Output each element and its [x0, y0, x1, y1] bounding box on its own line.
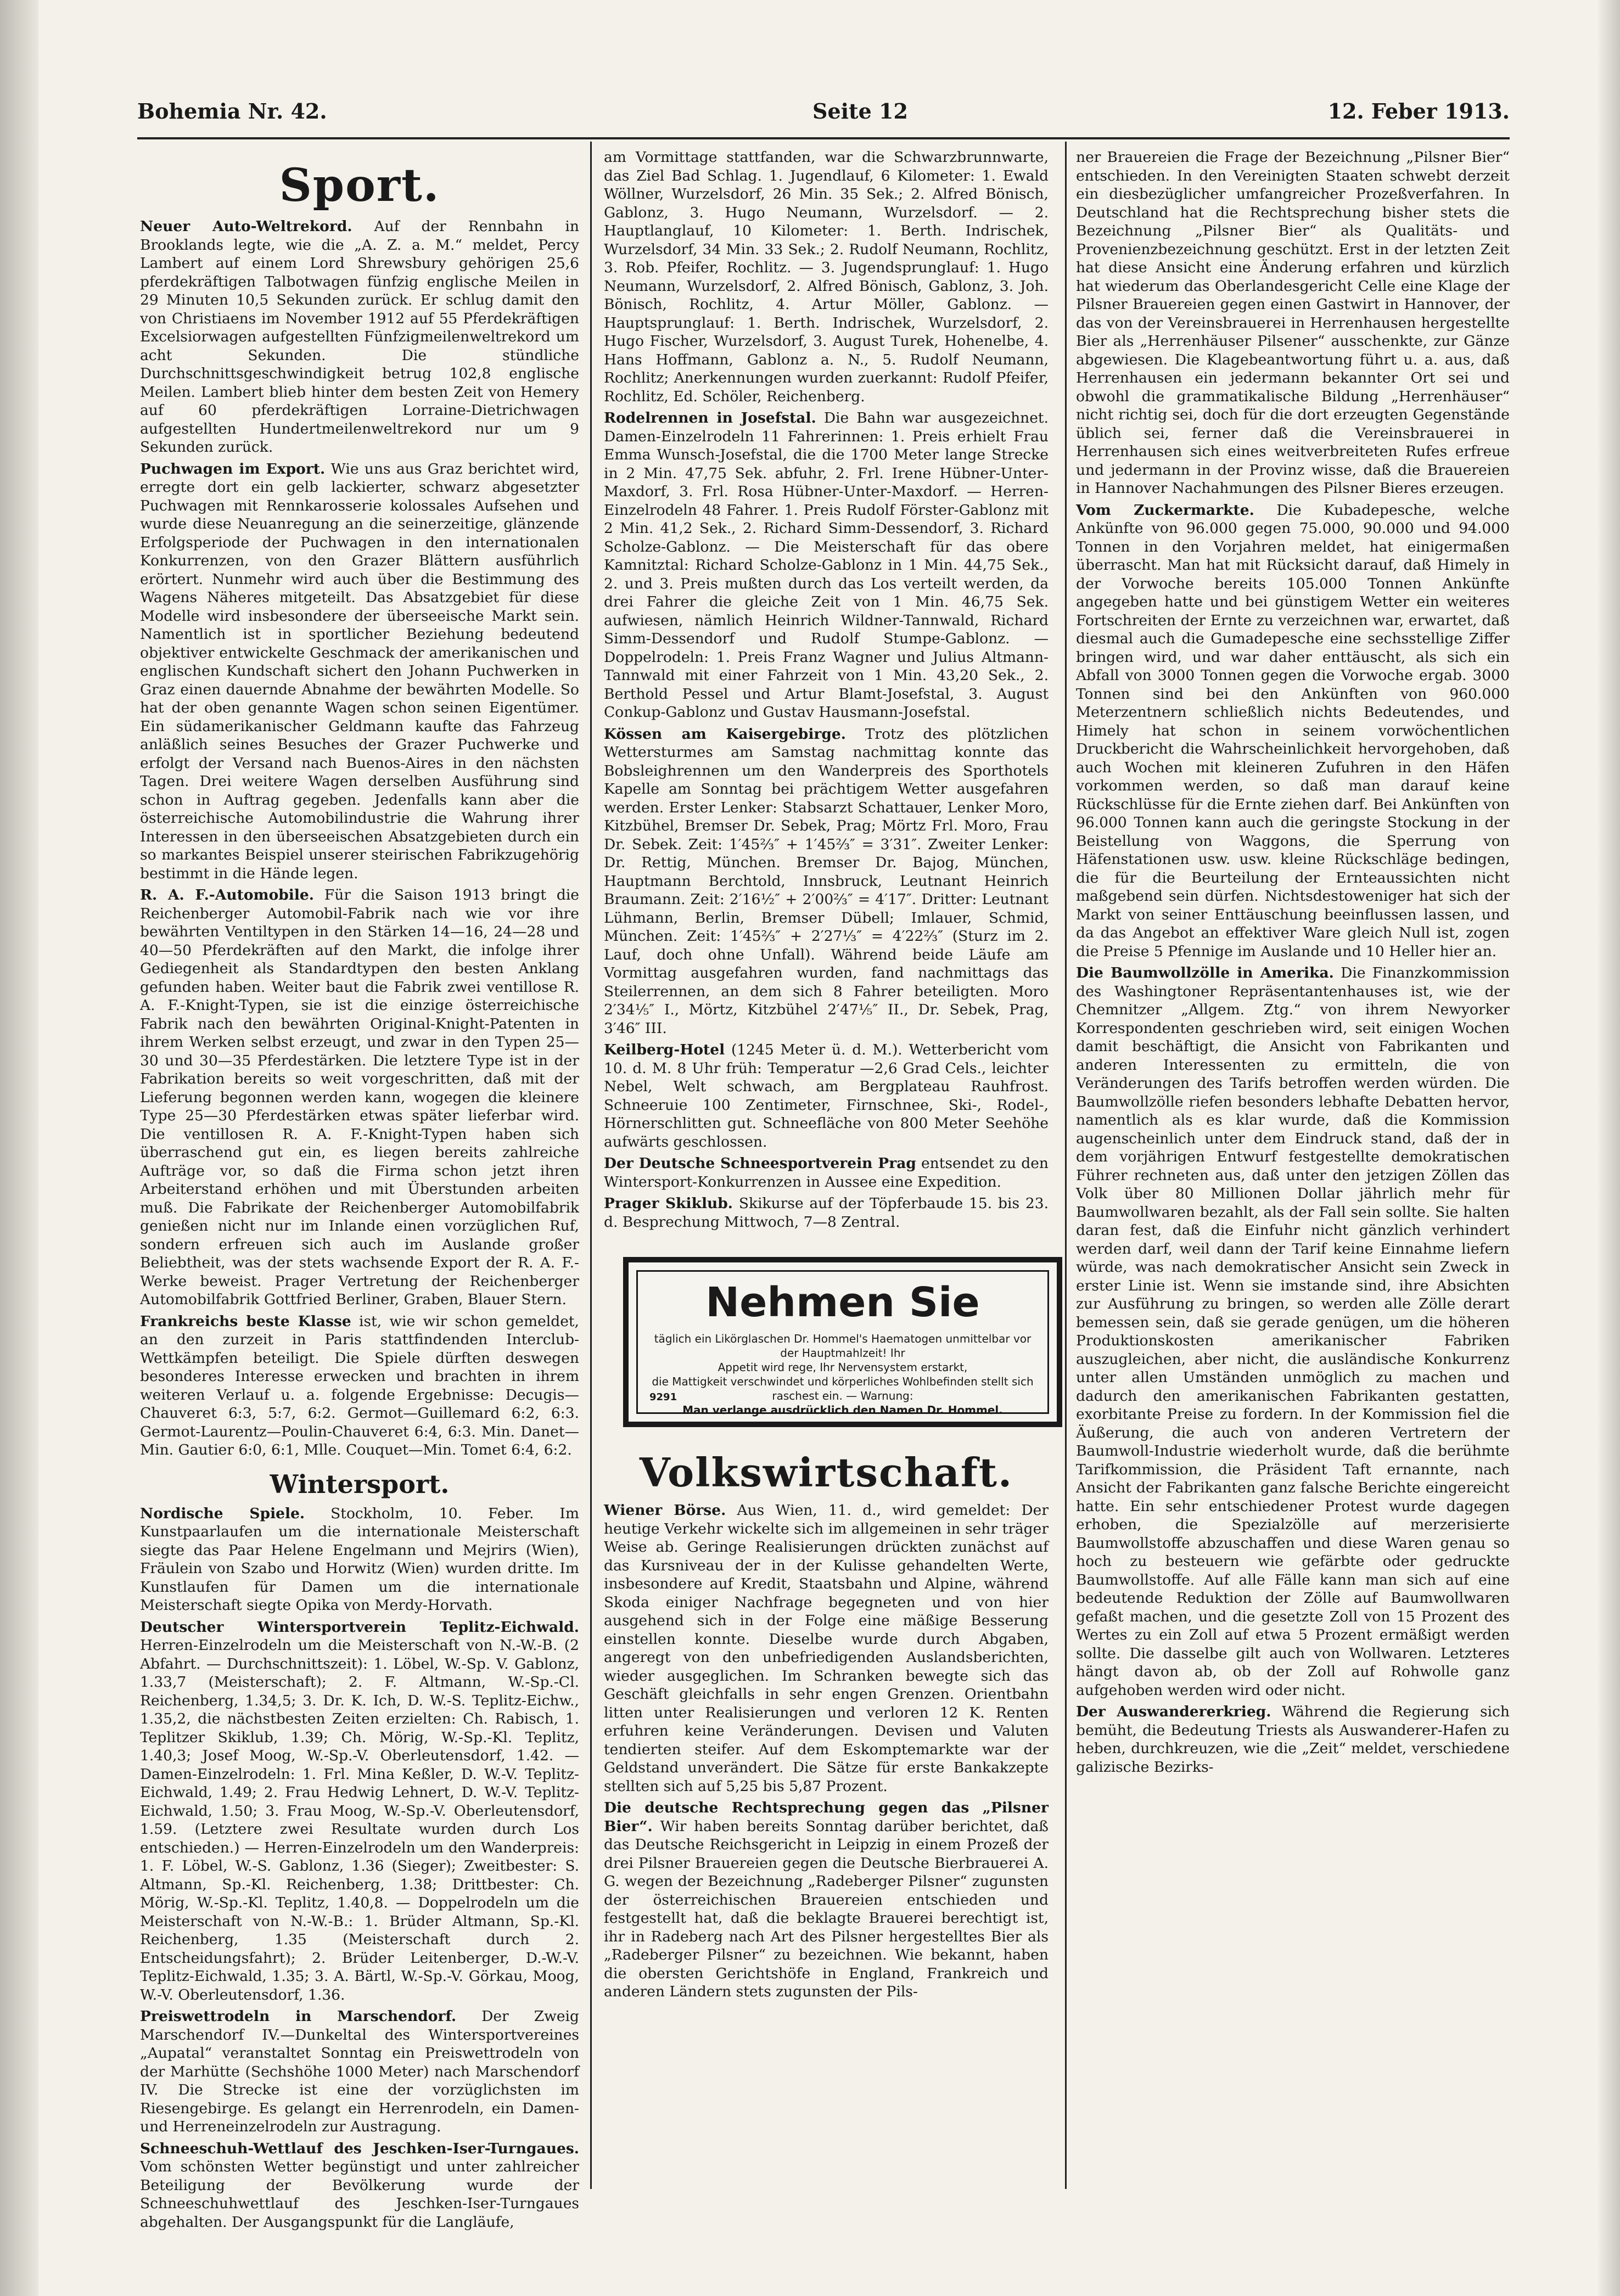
- article-body: Während die Regierung sich bemüht, die Bedeutung Triests als Auswanderer-Hafen zu heben, durchkreuzen, wie die „Zeit“ meldet, verschiedene galizische Bezirks-: [1076, 1703, 1510, 1776]
- ad-title: Nehmen Sie: [705, 1279, 980, 1326]
- column-2-lower: [604, 1438, 1049, 2190]
- article-body: Die Bahn war ausgezeichnet. Damen-Einzelrodeln 11 Fahrerinnen: 1. Preis erhielt Frau Emma Wunsch-Josefstal, die die 1700 Meter lange Strecke in 2 Min. 47,75 Sek. abfuhr, 2. Frl. Irene Hübner-Unter-Maxdorf, 3. Frl. Rosa Hübner-Unter-Maxdorf. — Herren-Einzelrodeln 48 Fahrer. 1. Preis Rudolf Förster-Gablonz mit 2 Min. 41,2 Sek., 2. Richard Simm-Dessendorf, 3. Richard Scholze-Gablonz. — Die Meisterschaft für das obere Kamnitztal: Richard Scholze-Gablonz in 1 Min. 44,75 Sek., 2. und 3. Preis mußten durch das Los verteilt werden, da drei Fahrer die gleiche Zeit von 1 Min. 46,75 Sek. aufwiesen, nämlich Heinrich Wildner-Tannwald, Richard Simm-Dessendorf und Rudolf Stumpe-Gablonz. — Doppelrodeln: 1. Preis Franz Wagner und Julius Altmann-Tannwald mit einer Fahrzeit von 1 Min. 43,20 Sek., 2. Berthold Pessel und Artur Blamt-Josefstal, 3. August Conkup-Gablonz und Gustav Hausmann-Josefstal.: [604, 409, 1049, 721]
- article-body: ner Brauereien die Frage der Bezeichnung „Pilsner Bier“ entschieden. In den Vereinigten Staaten schwebt derzeit ein diesbezüglicher umfangreicher Prozeßverfahren. In Deutschland hat die Rechtsprechung bisher stets die Bezeichnung „Pilsner Bier“ als Qualitäts- und Provenienzbezeichnung geschützt. Erst in der letzten Zeit hat diese Ansicht eine Änderung erfahren und kürzlich hat wiederum das Oberlandesgericht Celle eine Klage der Pilsner Brauereien gegen einen Gastwirt in Hannover, der das von der Vereinsbrauerei in Herrenhausen hergestellte Bier als „Herrenhäuser Pilsener“ ausschenkte, zur Gänze abgewiesen. Die Klagebeantwortung führt u. a. aus, daß Herrenhausen ein jedermann bekannter Ort sei und obwohl die grammatikalische Bildung „Herrenhäuser“ nicht richtig sei, doch für die dort erzeugten Gegenstände üblich sei, ferner daß die Vereinsbrauerei in Herrenhausen sich eines weitverbreiteten Rufes erfreue und jedermann in der Provinz wisse, daß die Brauereien in Hannover Nachahmungen des Pilsner Bieres erzeugen.: [1076, 149, 1510, 497]
- article-lead: R. A. F.-Automobile.: [140, 886, 314, 903]
- article-raf-automobile: [140, 886, 579, 1309]
- article-body: Wir haben bereits Sonntag darüber berichtet, daß das Deutsche Reichsgericht in Leipzig in einem Prozeß der drei Pilsner Brauereien gegen die Deutsche Bierbrauerei A. G. wegen der Bezeichnung „Radeberger Pilsner“ zugunsten der österreichischen Brauereien entschieden und festgestellt hat, daß die beklagte Brauerei berechtigt ist, ihr in Radeberg nach Art des Pilsner hergestelltes Bier als „Radeberger Pilsner“ zu bezeichnen. Wie bekannt, haben die obersten Gerichtshöfe in England, Frankreich und anderen Ländern stets zugunsten der Pils-: [604, 1817, 1049, 2000]
- article-body: Vom schönsten Wetter begünstigt und unter zahlreicher Beteiligung der Bevölkerung wurde der Schneeschuhwettlauf des Jeschken-Iser-Turngaues abgehalten. Der Ausgangspunkt für die Langläufe,: [140, 2158, 579, 2231]
- header-masthead: Bohemia Nr. 42.: [137, 99, 327, 123]
- article-body: Trotz des plötzlichen Wettersturmes am Samstag nachmittag konnte das Bobsleighrennen um den Wanderpreis des Sporthotels Kapelle am Sonntag bei prächtigem Wetter ausgefahren werden. Erster Lenker: Stabsarzt Schattauer, Lenker Moro, Kitzbühel, Bremser Dr. Sebek, Prag; Mörtz Frl. Moro, Frau Dr. Sebek. Zeit: 1′45⅔″ + 1′45⅔″ = 3′31″. Zweiter Lenker: Dr. Rettig, München. Bremser Dr. Bajog, München, Hauptmann Berchtold, Innsbruck, Leutnant Heinrich Braumann. Zeit: 2′16½″ + 2′00⅔″ = 4′17″. Dritter: Leutnant Lühmann, Berlin, Bremser Dübell; Imlauer, Schmid, München. Zeit: 1′45⅔″ + 2′27⅓″ = 4′22⅔″ (Sturz im 2. Lauf, doch ohne Unfall). Während beide Läufe am Vormittag ausgefahren wurden, fand nachmittags das Steilerrennen, an dem sich 8 Fahrer beteiligten. Moro 2′34⅕″ I., Mörtz, Kitzbühel 2′47⅕″ II., Dr. Sebek, Prag, 3′46″ III.: [604, 725, 1049, 1037]
- article-lead: Wiener Börse.: [604, 1502, 726, 1519]
- article-keilberg: [604, 1041, 1049, 1151]
- article-body: Auf der Rennbahn in Brooklands legte, wie die „A. Z. a. M.“ meldet, Percy Lambert auf einem Lord Shrewsbury gehörigen 25,6 pferdekräftigen Talbotwagen fünfzig englische Meilen in 29 Minuten 10,5 Sekunden zurück. Er schlug damit den von Christiaens im November 1912 auf 55 Pferdekräftigen Excelsiorwagen aufgestellten Fünfzigmeilenweltrekord um acht Sekunden. Die stündliche Durchschnittsgeschwindigkeit betrug 102,8 englische Meilen. Lambert blieb hinter dem besten Zeit von Hemery auf 60 pferdekräftigen Lorraine-Dietrichwagen aufgestellten Hundertmeilenweltrekord nur um 9 Sekunden zurück.: [140, 218, 579, 456]
- article-lead: Puchwagen im Export.: [140, 460, 326, 478]
- article-baumwollzolle: [1076, 964, 1510, 1699]
- article-lead: Frankreichs beste Klasse: [140, 1312, 351, 1330]
- page-header: [137, 99, 1510, 137]
- article-lead: Die Baumwollzölle in Amerika.: [1076, 964, 1334, 981]
- section-title-wintersport: Wintersport.: [270, 1469, 450, 1499]
- section-title-volkswirtschaft: Volkswirtschaft.: [639, 1449, 1013, 1496]
- article-pilsner-continued: [1076, 148, 1510, 498]
- article-auswandererkrieg: [1076, 1703, 1510, 1776]
- article-lead: Die deutsche Rechtsprechung gegen das „Pilsner Bier“.: [604, 1799, 1049, 1835]
- header-date: 12. Feber 1913.: [1327, 99, 1510, 123]
- article-body: Der Zweig Marschendorf IV.—Dunkeltal des Wintersportvereines „Aupatal“ veranstaltet Sonntag ein Preiswettrodeln von der Marhütte (Sechshöhe 1000 Meter) nach Marschendorf IV. Die Strecke ist eine der vorzüglichsten im Riesengebirge. Es gelangt ein Herrenrodeln, ein Damen- und Herreneinzelrodeln zur Austragung.: [140, 2008, 579, 2135]
- article-body: Stockholm, 10. Feber. Im Kunstpaarlaufen um die internationale Meisterschaft siegte das Paar Helene Engelmann und Mejrirs (Wien), Fräulein von Szabo und Horwitz (Wien) wurden dritte. Im Kunstlaufen für Damen um die internationale Meisterschaft siegte Opika von Merdy-Horvath.: [140, 1505, 579, 1614]
- article-body: entsendet zu den Wintersport-Konkurrenzen in Aussee eine Expedition.: [604, 1155, 1049, 1191]
- column-1: [140, 148, 579, 2231]
- article-prager-skiklub: [604, 1194, 1049, 1231]
- ad-line: die Mattigkeit verschwindet und körperliches Wohlbefinden stellt sich raschest ein. — Warnung:: [652, 1375, 1034, 1402]
- article-body: ist, wie wir schon gemeldet, an den zurzeit in Paris stattfindenden Interclub-Wettkämpfen beteiligt. Die Spiele dürften deswegen besonderes Interesse erwecken und brachten in ihrem weiteren Verlauf u. a. folgende Ergebnisse: Decugis—Chauveret 6:3, 5:7, 6:2. Germot—Guillemard 6:2, 6:3. Germot-Laurentz—Poulin-Chauveret 6:4, 6:3. Min. Danet—Min. Gautier 6:0, 6:1, Mlle. Couquet—Min. Tomet 6:4, 6:2.: [140, 1312, 579, 1458]
- article-marschendorf: [140, 2007, 579, 2136]
- article-josefstal: [604, 409, 1049, 722]
- article-lead: Prager Skiklub.: [604, 1195, 733, 1212]
- article-body: Die Finanzkommission des Washingtoner Repräsentantenhauses ist, wie der Chemnitzer „Allgem. Ztg.“ von ihrem Newyorker Korrespondenten geschrieben wird, seit einigen Wochen damit beschäftigt, die Ansicht von Fabrikanten und anderen Interessenten zu ermitteln, die von Veränderungen des Tarifs betroffen werden würden. Die Baumwollzölle riefen besonders lebhafte Debatten hervor, namentlich als es klar wurde, daß die Kommission augenscheinlich unter dem Eindruck stand, daß der in dem vorjährigen Entwurf festgestellte demokratischen Führer rechneten aus, daß unter den jetzigen Zöllen das Volk über 80 Millionen Dollar jährlich mehr für Baumwollwaren bezahlt, als der Fall sein sollte. Sie halten daran fest, daß die Einfuhr nicht gänzlich verhindert werden darf, weil dann der Tarif keine Einnahme liefern würde, was nach demokratischer Ansicht sein Zweck in erster Linie ist. Wenn sie imstande sind, ihre Absichten zur Ausführung zu bringen, so werden alle Zölle derart bemessen sein, daß sie gerade genügen, um die höheren Produktionskosten amerikanischer Fabriken auszugleichen, aber nicht, die ausländische Konkurrenz unter allen Umständen unmöglich zu machen und dadurch den amerikanischen Fabrikanten gestatten, exorbitante Preise zu fordern. In der Kommission fiel die Äußerung, die auch von anderen Vertretern der Baumwoll-Industrie wiederholt wurde, daß die berühmte Tarifkommission, die Präsident Taft ernannte, nach Ansicht der Fabrikanten ganz falsche Berichte eingereicht hatte. Ein sehr entschiedener Protest wurde dagegen erhoben, die Spezialzölle auf merzerisierte Baumwollstoffe abzuschaffen und diese Waren genau so hoch zu besteuern wie gefärbte oder gedruckte Baumwollstoffe. Auf alle Fälle kann man sich auf eine bedeutende Reduktion der Zölle auf Baumwollwaren gefaßt machen, und die gesetzte Zoll von 15 Prozent des Wertes zu ein Zoll auf etwa 5 Prozent ermäßigt werden sollte. Die dasselbe gilt auch von Wollwaren. Letzteres hängt davon ab, ob der Zoll auf Rohwolle ganz aufgehoben werden wird oder nicht.: [1076, 964, 1510, 1699]
- article-auto-weltrekord: [140, 217, 579, 457]
- article-langlauf-results: [604, 148, 1049, 406]
- article-body: (1245 Meter ü. d. M.). Wetterbericht vom 10. d. M. 8 Uhr früh: Temperatur —2,6 Grad Cels., leichter Nebel, Welt schwach, am Bergplateau Rauhfrost. Schneeruie 100 Zentimeter, Firnschnee, Ski-, Rodel-, Hörnerschlitten gut. Schneefläche von 800 Meter Seehöhe aufwärts geschlossen.: [604, 1041, 1049, 1150]
- column-3: [1076, 148, 1510, 2190]
- article-lead: Der Auswandererkrieg.: [1076, 1703, 1271, 1720]
- article-nordische-spiele: [140, 1505, 579, 1615]
- column-rule-2: [1065, 142, 1067, 2189]
- article-lead: Deutscher Wintersportverein Teplitz-Eichwald.: [140, 1618, 579, 1636]
- article-lead: Preiswettrodeln in Marschendorf.: [140, 2008, 457, 2025]
- article-teplitz-eichwald: [140, 1618, 579, 2005]
- article-lead: Nordische Spiele.: [140, 1505, 305, 1522]
- article-body: Herren-Einzelrodeln um die Meisterschaft von N.-W.-B. (2 Abfahrt. — Durchschnittszeit): 1. Löbel, W.-Sp. V. Gablonz, 1.33,7 (Meisterschaft); 2. F. Altmann, W.-Sp.-Cl. Reichenberg, 1.34,5; 3. Dr. K. Ich, D. W.-S. Teplitz-Eichw., 1.35,2, die nächstbesten Zeiten erzielten: Ch. Rabisch, 1. Teplitzer Skiklub, 1.39; Ch. Mörig, W.-Sp.-Kl. Teplitz, 1.40,3; Josef Moog, W.-Sp.-V. Oberleutensdorf, 1.42. — Damen-Einzelrodeln: 1. Frl. Mina Keßler, D. W.-V. Teplitz-Eichwald, 1.49; 2. Frau Hedwig Lehnert, D. W.-V. Teplitz-Eichwald, 1.50; 3. Frau Moog, W.-Sp.-V. Oberleutensdorf, 1.59. (Letztere zwei Resultate wurden durch Los entschieden.) — Herren-Einzelrodeln um den Wanderpreis: 1. F. Löbel, W.-S. Gablonz, 1.36 (Sieger); Zweitbester: S. Altmann, Sp.-Kl. Reichenberg, 1.38; Drittbester: Ch. Mörig, W.-Sp.-Kl. Teplitz, 1.40,8. — Doppelrodeln um die Meisterschaft von N.-W.-B.: 1. Brüder Altmann, Sp.-Kl. Reichenberg, 1.35 (Meisterschaft durch 2. Entscheidungsfahrt); 2. Brüder Leitenberger, D.-W.-V. Teplitz-Eichwald, 1.35; 3. A. Bärtl, W.-Sp.-V. Görkau, Moog, W.-V. Oberleutensdorf, 1.36.: [140, 1637, 579, 2003]
- ad-line: Man verlange ausdrücklich den Namen Dr. Hommel.: [682, 1404, 1003, 1417]
- ad-number: 9291: [649, 1391, 677, 1403]
- page-edge-left: [0, 0, 38, 2296]
- article-body: Skikurse auf der Töpferbaude 15. bis 23. d. Besprechung Mittwoch, 7—8 Zentral.: [604, 1195, 1049, 1231]
- article-lead: Neuer Auto-Weltrekord.: [140, 218, 352, 235]
- ad-text: [651, 1332, 1035, 1417]
- article-lead: Kössen am Kaisergebirge.: [604, 725, 846, 743]
- header-page-number: Seite 12: [812, 99, 908, 123]
- section-title-sport: Sport.: [279, 159, 440, 212]
- article-wiener-borse: [604, 1501, 1049, 1795]
- article-frankreich: [140, 1312, 579, 1459]
- article-lead: Der Deutsche Schneesportverein Prag: [604, 1155, 916, 1172]
- article-lead: Keilberg-Hotel: [604, 1041, 725, 1058]
- article-body: Die Kubadepesche, welche Ankünfte von 96.000 gegen 75.000, 90.000 und 94.000 Tonnen in den Vorjahren meldet, hat einigermaßen überrascht. Man hat mit Rücksicht darauf, daß Himely in der Vorwoche bereits 105.000 Tonnen Ankünfte angegeben hatte und bei günstigem Wetter ein weiteres Fortschreiten der Ernte zu verzeichnen war, erwartet, daß diesmal auch die Gumadepesche eine sechsstellige Ziffer bringen wird, und war daher enttäuscht, als sich ein Abfall von 3000 Tonnen gegen die Vorwoche ergab. 3000 Tonnen sind bei den Ankünften von 960.000 Meterzentnern schließlich nichts Bedeutendes, und Himely hat schon in seinem vorwöchentlichen Druckbericht die Wahrscheinlichkeit hervorgehoben, daß auch Wochen mit kleineren Zufuhren in den Häfen vorkommen werden, so daß man darauf keine Rückschlüsse für die Ernte ziehen darf. Bei Ankünften von 96.000 Tonnen kann auch die geringste Stockung in der Beistellung von Waggons, die Sperrung von Häfenstationen usw. usw. kleine Rückschläge bedingen, die für die Beurteilung der Ernteaussichten nicht maßgebend sein dürfen. Nichtsdestoweniger hat sich der Markt von seiner Enttäuschung beeinflussen lassen, und da das Angebot an effektiver Ware gleich Null ist, zogen die Preise 5 Pfennige im Auslande und 10 Heller hier an.: [1076, 501, 1510, 960]
- article-lead: Schneeschuh-Wettlauf des Jeschken-Iser-Turngaues.: [140, 2140, 579, 2157]
- header-rule: [137, 137, 1510, 139]
- ad-line: Appetit wird rege, Ihr Nervensystem erstarkt,: [717, 1361, 968, 1374]
- article-kossen: [604, 725, 1049, 1038]
- advertisement-hommel: [623, 1257, 1062, 1427]
- column-rule-1: [590, 142, 592, 2189]
- article-zuckermarkt: [1076, 501, 1510, 961]
- article-lead: Rodelrennen in Josefstal.: [604, 409, 816, 426]
- article-lead: Vom Zuckermarkte.: [1076, 501, 1254, 519]
- article-body: Für die Saison 1913 bringt die Reichenberger Automobil-Fabrik nach wie vor ihre bewährten Ventiltypen in den Stärken 14—16, 24—28 und 40—50 Pferdekräften auf den Markt, die infolge ihrer Gediegenheit als Standardtypen den besten Anklang gefunden haben. Weiter baut die Fabrik zwei ventillose R. A. F.-Knight-Typen, sie ist die einzige österreichische Fabrik nach den bewährten Original-Knight-Patenten in ihrem Werken selbst erzeugt, und zwar in den Typen 25—30 und 30—35 Pferdestärken. Die letztere Type ist in der Fabrikation bereits so weit vorgeschritten, daß mit der Lieferung begonnen werden kann, wogegen die kleinere Type 25—30 Pferdestärken etwas später lieferbar wird. Die ventillosen R. A. F.-Knight-Typen haben sich überraschend gut ein, es liegen bereits zahlreiche Aufträge vor, so daß die Firma schon jetzt ihren Arbeiterstand erhöhen und mit Überstunden arbeiten muß. Die Fabrikate der Reichenberger Automobilfabrik genießen nicht nur im Inlande einen vorzüglichen Ruf, sondern erfreuen sich auch im Auslande großer Beliebtheit, was der stets wachsende Export der R. A. F.-Werke beweist. Prager Vertretung der Reichenberger Automobilfabrik Gottfried Berliner, Graben, Blauer Stern.: [140, 886, 579, 1308]
- article-body: Wie uns aus Graz berichtet wird, erregte dort ein gelb lackierter, schwarz abgesetzter Puchwagen mit Rennkarosserie kolossales Aufsehen und wurde diese Neuanregung an die seinerzeitige, glänzende Erfolgsperiode der Puchwagen in den internationalen Konkurrenzen, von den Grazer Blättern ausführlich erörtert. Nunmehr wird auch über die Bestimmung des Wagens Näheres mitgeteilt. Das Absatzgebiet für diese Modelle wird insbesondere der überseeische Markt sein. Namentlich ist in sportlicher Beziehung bedeutend objektiver entwickelte Geschmack der amerikanischen und englischen Kundschaft sichert den Johann Puchwerken in Graz einen dauernde Abnahme der bewährten Modelle. So hat der oben genannte Wagen schon seinen Eigentümer. Ein südamerikanischer Geldmann kaufte das Fahrzeug anläßlich seines Besuches der Grazer Puchwerke und erfolgt der Versand nach Buenos-Aires in den nächsten Tagen. Drei weitere Wagen derselben Ausführung sind schon in Auftrag gegeben. Jedenfalls kann aber die österreichische Automobilindustrie die Wahrung ihrer Interessen in den überseeischen Absatzgebieten durch ein so markantes Beispiel unserer steirischen Fabrikzugehörig bestimmt in die Hände legen.: [140, 460, 579, 882]
- article-body: am Vormittage stattfanden, war die Schwarzbrunnwarte, das Ziel Bad Schlag. 1. Jugendlauf, 6 Kilometer: 1. Ewald Wöllner, Wurzelsdorf, 26 Min. 35 Sek.; 2. Alfred Bönisch, Gablonz, 3. Hugo Neumann, Wurzelsdorf. — 2. Hauptlanglauf, 10 Kilometer: 1. Berth. Indrischek, Wurzelsdorf, 34 Min. 33 Sek.; 2. Rudolf Neumann, Rochlitz, 3. Rob. Pfeifer, Rochlitz. — 3. Jugendsprunglauf: 1. Hugo Neumann, Wurzelsdorf, 2. Alfred Bönisch, Gablonz, 3. Joh. Bönisch, Rochlitz, 4. Artur Möller, Gablonz. — Hauptsprunglauf: 1. Berth. Indrischek, Wurzelsdorf, 2. Hugo Fischer, Wurzelsdorf, 3. August Turek, Hohenelbe, 4. Hans Hoffmann, Gablonz a. N., 5. Rudolf Neumann, Rochlitz; Anerkennungen wurden zuerkannt: Rudolf Pfeifer, Rochlitz, Ed. Schöler, Reichenberg.: [604, 149, 1049, 405]
- article-schneeschuh: [140, 2140, 579, 2232]
- article-body: Aus Wien, 11. d., wird gemeldet: Der heutige Verkehr wickelte sich im allgemeinen in sehr träger Weise ab. Geringe Realisierungen drückten zunächst auf das Kursniveau der in der Kulisse gehandelten Werte, insbesondere auf Kredit, Staatsbahn und Alpine, während Skoda einiger Nachfrage begegneten und von hier ausgehend sich in der Folge eine mäßige Besserung einstellen konnte. Dieselbe wurde durch Abgaben, angeregt von den unbefriedigenden Auslandsberichten, wieder ausgeglichen. Im Schranken bewegte sich das Geschäft gleichfalls in sehr engen Grenzen. Orientbahn litten unter Realisierungen und verloren 12 K. Renten erfuhren keine Veränderungen. Devisen und Valuten tendierten steifer. Auf dem Eskomptemarkte war der Geldstand unverändert. Die Sätze für erste Bankakzepte stellten sich auf 5,25 bis 5,87 Prozent.: [604, 1502, 1049, 1795]
- article-puchwagen: [140, 460, 579, 883]
- article-pilsner-bier: [604, 1799, 1049, 2001]
- ad-line: täglich ein Likörglaschen Dr. Hommel's Haematogen unmittelbar vor der Hauptmahlzeit! Ihr: [654, 1332, 1032, 1360]
- page-edge-right: [1598, 0, 1620, 2296]
- article-schneesportverein: [604, 1154, 1049, 1191]
- column-2: [604, 148, 1049, 1246]
